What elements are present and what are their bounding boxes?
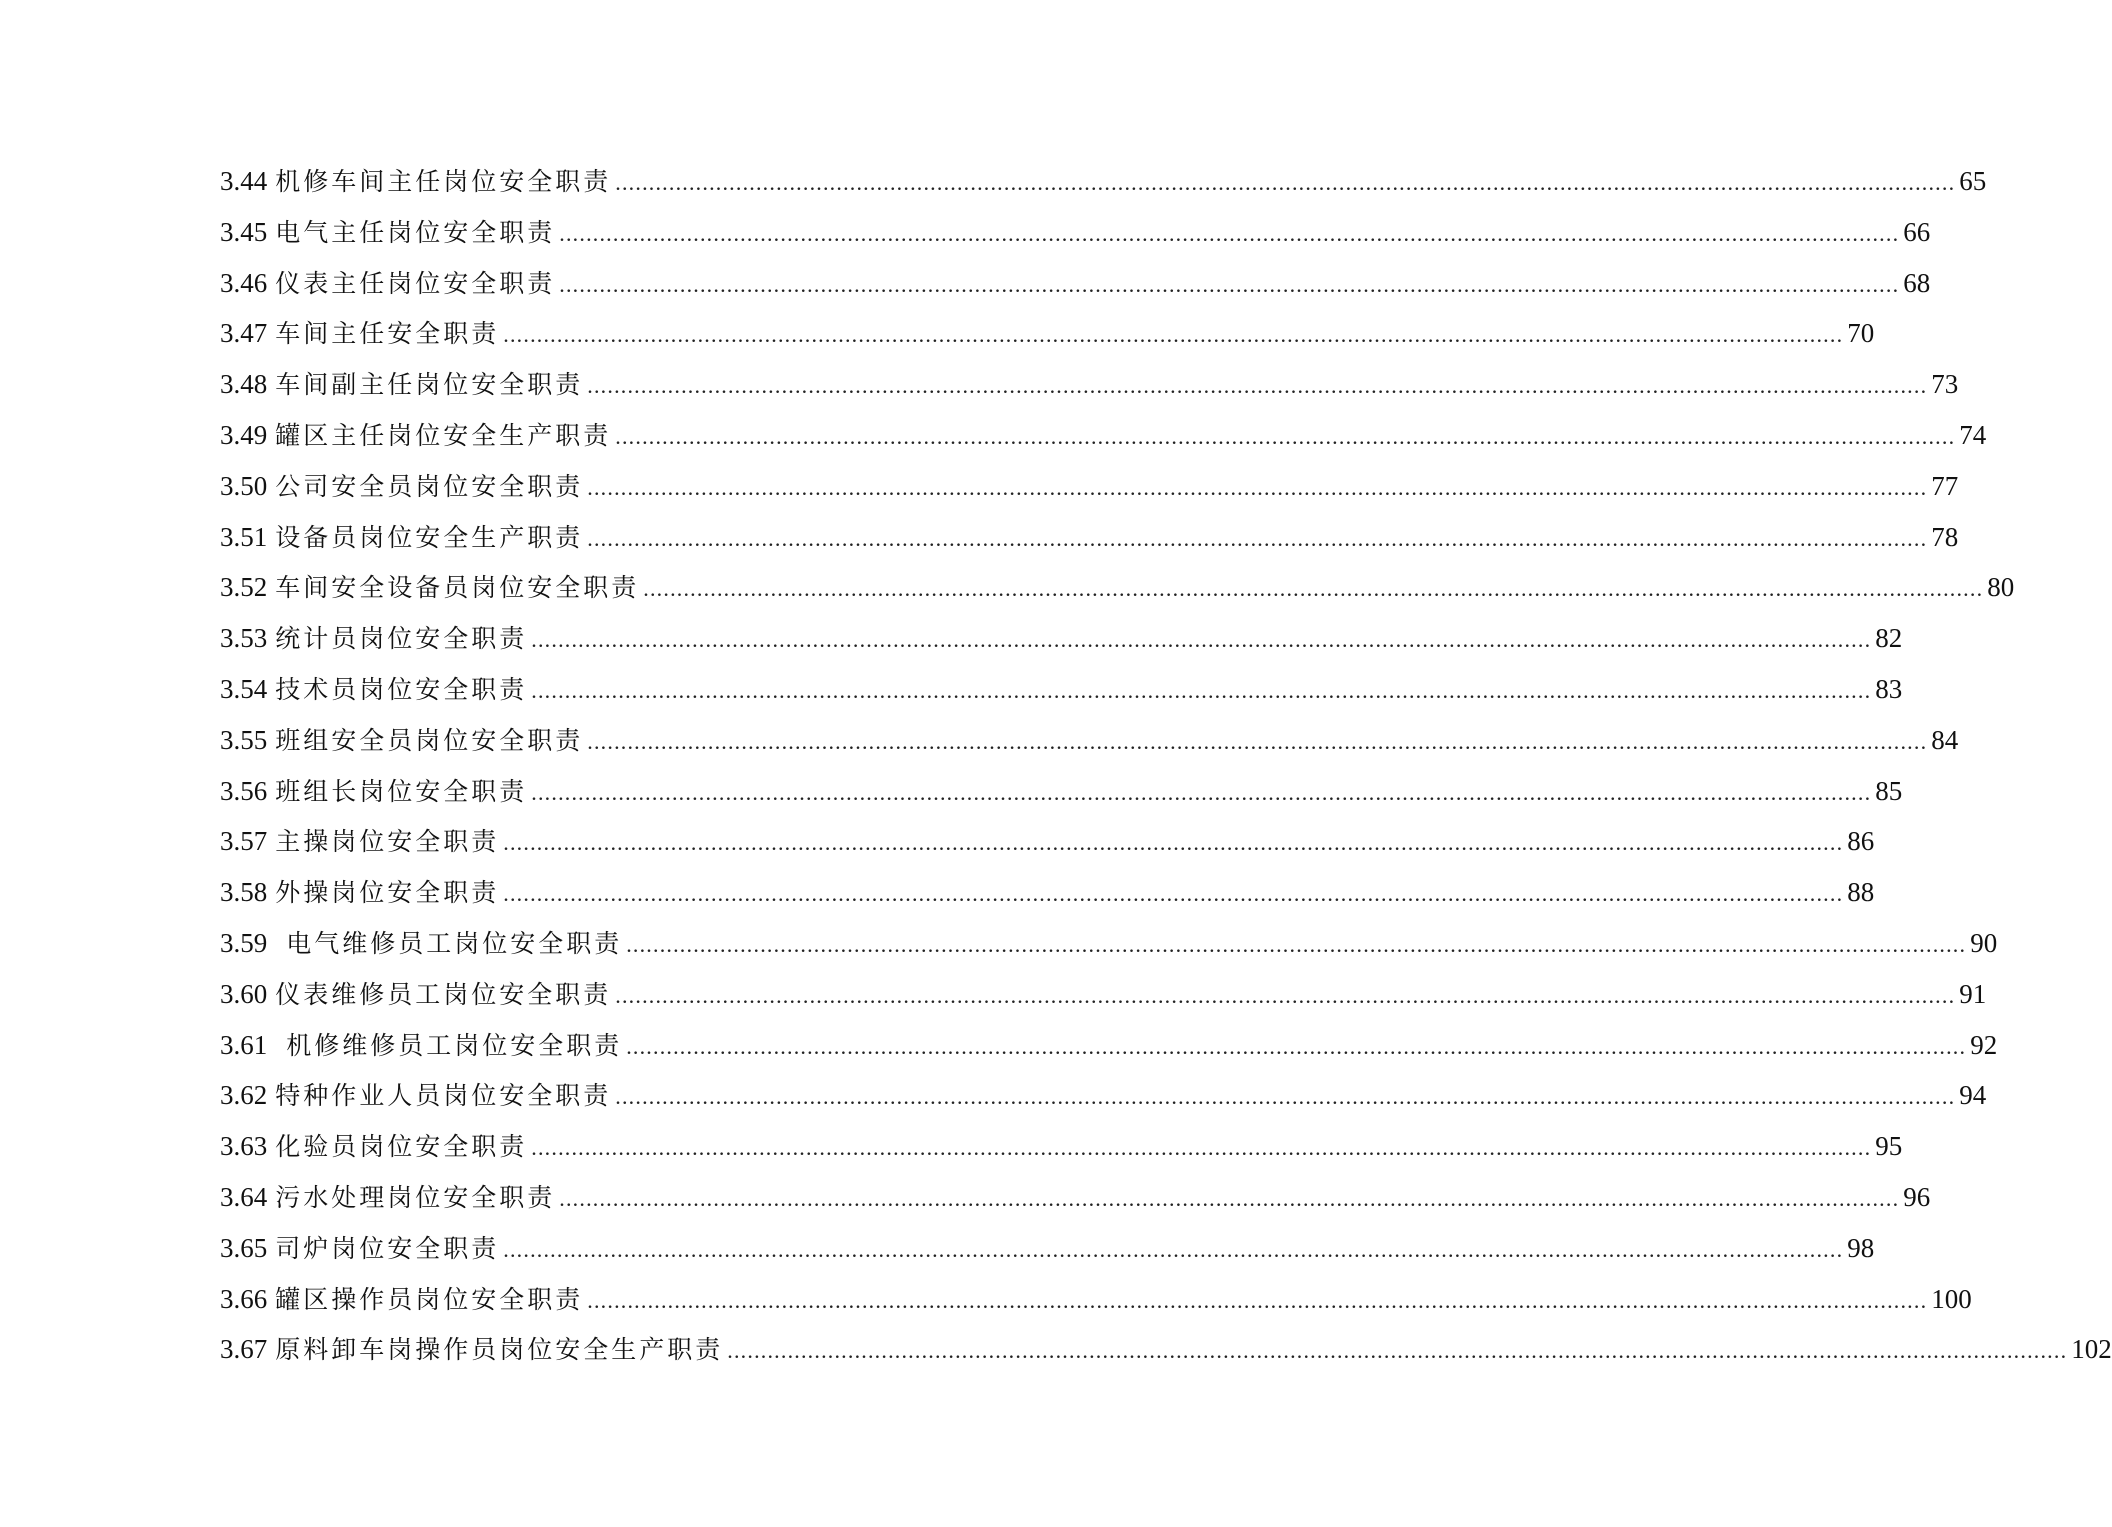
toc-entry-title: 班组长岗位安全职责 [275,776,528,806]
toc-dot-leader: ........................................................................................................................................................................................................ [503,322,1844,348]
toc-entry-page: 98 [1847,1232,1875,1263]
toc-entry-title: 车间安全设备员岗位安全职责 [275,573,640,603]
toc-entry-page: 80 [1987,572,2015,603]
toc-entry-number: 3.62 [220,1080,268,1111]
toc-entry[interactable] [220,156,1987,207]
toc-entry[interactable] [220,918,1998,969]
toc-entry-title: 罐区操作员岗位安全职责 [275,1284,584,1314]
table-of-contents [220,156,2112,1375]
toc-entry-page: 100 [1931,1283,1972,1314]
toc-entry-number: 3.60 [220,978,268,1009]
toc-dot-leader: ........................................................................................................................................................................................................ [643,576,1984,602]
toc-entry[interactable] [220,816,1875,867]
toc-dot-leader: ........................................................................................................................................................................................................ [531,1135,1872,1161]
toc-dot-leader: ........................................................................................................................................................................................................ [559,271,1900,297]
toc-dot-leader: ........................................................................................................................................................................................................ [615,982,1956,1008]
toc-entry-number: 3.53 [220,623,268,654]
toc-entry-page: 92 [1970,1029,1998,1060]
toc-entry-number: 3.63 [220,1131,268,1162]
toc-dot-leader: ........................................................................................................................................................................................................ [587,728,1928,754]
toc-entry[interactable] [220,969,1987,1020]
toc-entry-page: 73 [1931,369,1959,400]
toc-entry-title: 车间主任安全职责 [275,319,500,349]
toc-entry[interactable] [220,613,1903,664]
toc-entry-title: 统计员岗位安全职责 [275,624,528,654]
toc-entry[interactable] [220,359,1959,410]
toc-entry[interactable] [220,562,2015,613]
toc-entry-number: 3.52 [220,572,268,603]
toc-entry[interactable] [220,258,1931,309]
toc-entry-number: 3.47 [220,318,268,349]
toc-entry-number: 3.64 [220,1181,268,1212]
toc-entry-title: 司炉岗位安全职责 [275,1233,500,1263]
toc-dot-leader: ........................................................................................................................................................................................................ [559,1185,1900,1211]
toc-dot-leader: ........................................................................................................................................................................................................ [615,1084,1956,1110]
toc-entry-page: 85 [1875,775,1903,806]
toc-entry-number: 3.56 [220,775,268,806]
toc-dot-leader: ........................................................................................................................................................................................................ [587,1287,1928,1313]
toc-entry-page: 74 [1959,419,1987,450]
toc-dot-leader: ........................................................................................................................................................................................................ [531,627,1872,653]
toc-entry-title: 车间副主任岗位安全职责 [275,370,584,400]
toc-dot-leader: ........................................................................................................................................................................................................ [559,220,1900,246]
toc-entry-number: 3.46 [220,267,268,298]
toc-entry-page: 83 [1875,673,1903,704]
toc-entry-number: 3.57 [220,826,268,857]
toc-entry-page: 78 [1931,521,1959,552]
toc-entry-title: 设备员岗位安全生产职责 [275,522,584,552]
toc-entry[interactable] [220,766,1903,817]
toc-entry-number: 3.45 [220,216,268,247]
toc-entry-title: 电气主任岗位安全职责 [275,217,556,247]
toc-entry-title: 特种作业人员岗位安全职责 [275,1081,612,1111]
toc-entry-number: 3.54 [220,673,268,704]
toc-entry-number: 3.58 [220,877,268,908]
toc-entry-page: 95 [1875,1131,1903,1162]
toc-entry-number: 3.51 [220,521,268,552]
toc-dot-leader: ........................................................................................................................................................................................................ [587,474,1928,500]
toc-entry-title: 罐区主任岗位安全生产职责 [275,420,612,450]
toc-entry-number: 3.66 [220,1283,268,1314]
toc-entry-page: 77 [1931,470,1959,501]
toc-entry-title: 班组安全员岗位安全职责 [275,725,584,755]
toc-entry-page: 68 [1903,267,1931,298]
toc-entry-title: 机修车间主任岗位安全职责 [275,167,612,196]
toc-dot-leader: ........................................................................................................................................................................................................ [626,931,1967,957]
toc-dot-leader: ........................................................................................................................................................................................................ [503,830,1844,856]
toc-entry-number: 3.61 [220,1029,268,1060]
toc-entry[interactable] [220,1172,1931,1223]
toc-entry-number: 3.48 [220,369,268,400]
toc-entry-title: 电气维修员工岗位安全职责 [275,928,623,958]
toc-entry[interactable] [220,1274,1972,1325]
toc-entry[interactable] [220,715,1959,766]
toc-entry-page: 70 [1847,318,1875,349]
toc-entry-title: 污水处理岗位安全职责 [275,1182,556,1212]
toc-entry[interactable] [220,410,1987,461]
toc-entry[interactable] [220,867,1875,918]
toc-entry-page: 102 [2071,1334,2112,1365]
toc-entry[interactable] [220,1121,1903,1172]
toc-entry-number: 3.44 [220,166,268,196]
toc-dot-leader: ........................................................................................................................................................................................................ [587,525,1928,551]
toc-entry-page: 86 [1847,826,1875,857]
toc-entry-title: 技术员岗位安全职责 [275,674,528,704]
toc-entry-number: 3.50 [220,470,268,501]
toc-dot-leader: ........................................................................................................................................................................................................ [615,423,1956,449]
toc-dot-leader: ........................................................................................................................................................................................................ [727,1338,2068,1364]
toc-entry-number: 3.65 [220,1232,268,1263]
toc-dot-leader: ........................................................................................................................................................................................................ [531,779,1872,805]
toc-dot-leader: ........................................................................................................................................................................................................ [531,677,1872,703]
toc-entry[interactable] [220,1324,2112,1375]
toc-entry-title: 化验员岗位安全职责 [275,1132,528,1162]
toc-entry-page: 96 [1903,1181,1931,1212]
toc-dot-leader: ........................................................................................................................................................................................................ [587,373,1928,399]
toc-dot-leader: ........................................................................................................................................................................................................ [503,881,1844,907]
toc-entry[interactable] [220,207,1931,258]
toc-dot-leader: ........................................................................................................................................................................................................ [626,1033,1967,1059]
toc-entry-page: 88 [1847,877,1875,908]
toc-dot-leader: ........................................................................................................................................................................................................ [503,1236,1844,1262]
toc-entry-page: 82 [1875,623,1903,654]
toc-entry-title: 仪表维修员工岗位安全职责 [275,979,612,1009]
toc-dot-leader: ........................................................................................................................................................................................................ [615,170,1956,195]
toc-entry[interactable] [220,1223,1875,1274]
toc-entry[interactable] [220,664,1903,715]
toc-entry-title: 公司安全员岗位安全职责 [275,471,584,501]
toc-entry[interactable] [220,512,1959,563]
toc-entry[interactable] [220,1070,1987,1121]
toc-entry-page: 65 [1959,166,1987,196]
toc-entry-number: 3.49 [220,419,268,450]
toc-entry-page: 66 [1903,216,1931,247]
toc-entry-title: 仪表主任岗位安全职责 [275,268,556,298]
toc-entry[interactable] [220,308,1875,359]
toc-entry[interactable] [220,461,1959,512]
toc-entry-title: 原料卸车岗操作员岗位安全生产职责 [275,1335,724,1365]
toc-entry[interactable] [220,1020,1998,1071]
toc-entry-number: 3.59 [220,927,268,958]
toc-entry-page: 94 [1959,1080,1987,1111]
toc-entry-title: 机修维修员工岗位安全职责 [275,1030,623,1060]
toc-entry-page: 90 [1970,927,1998,958]
toc-entry-title: 外操岗位安全职责 [275,878,500,908]
toc-entry-number: 3.67 [220,1334,268,1365]
toc-entry-page: 91 [1959,978,1987,1009]
toc-entry-page: 84 [1931,724,1959,755]
toc-entry-title: 主操岗位安全职责 [275,827,500,857]
toc-entry-number: 3.55 [220,724,268,755]
